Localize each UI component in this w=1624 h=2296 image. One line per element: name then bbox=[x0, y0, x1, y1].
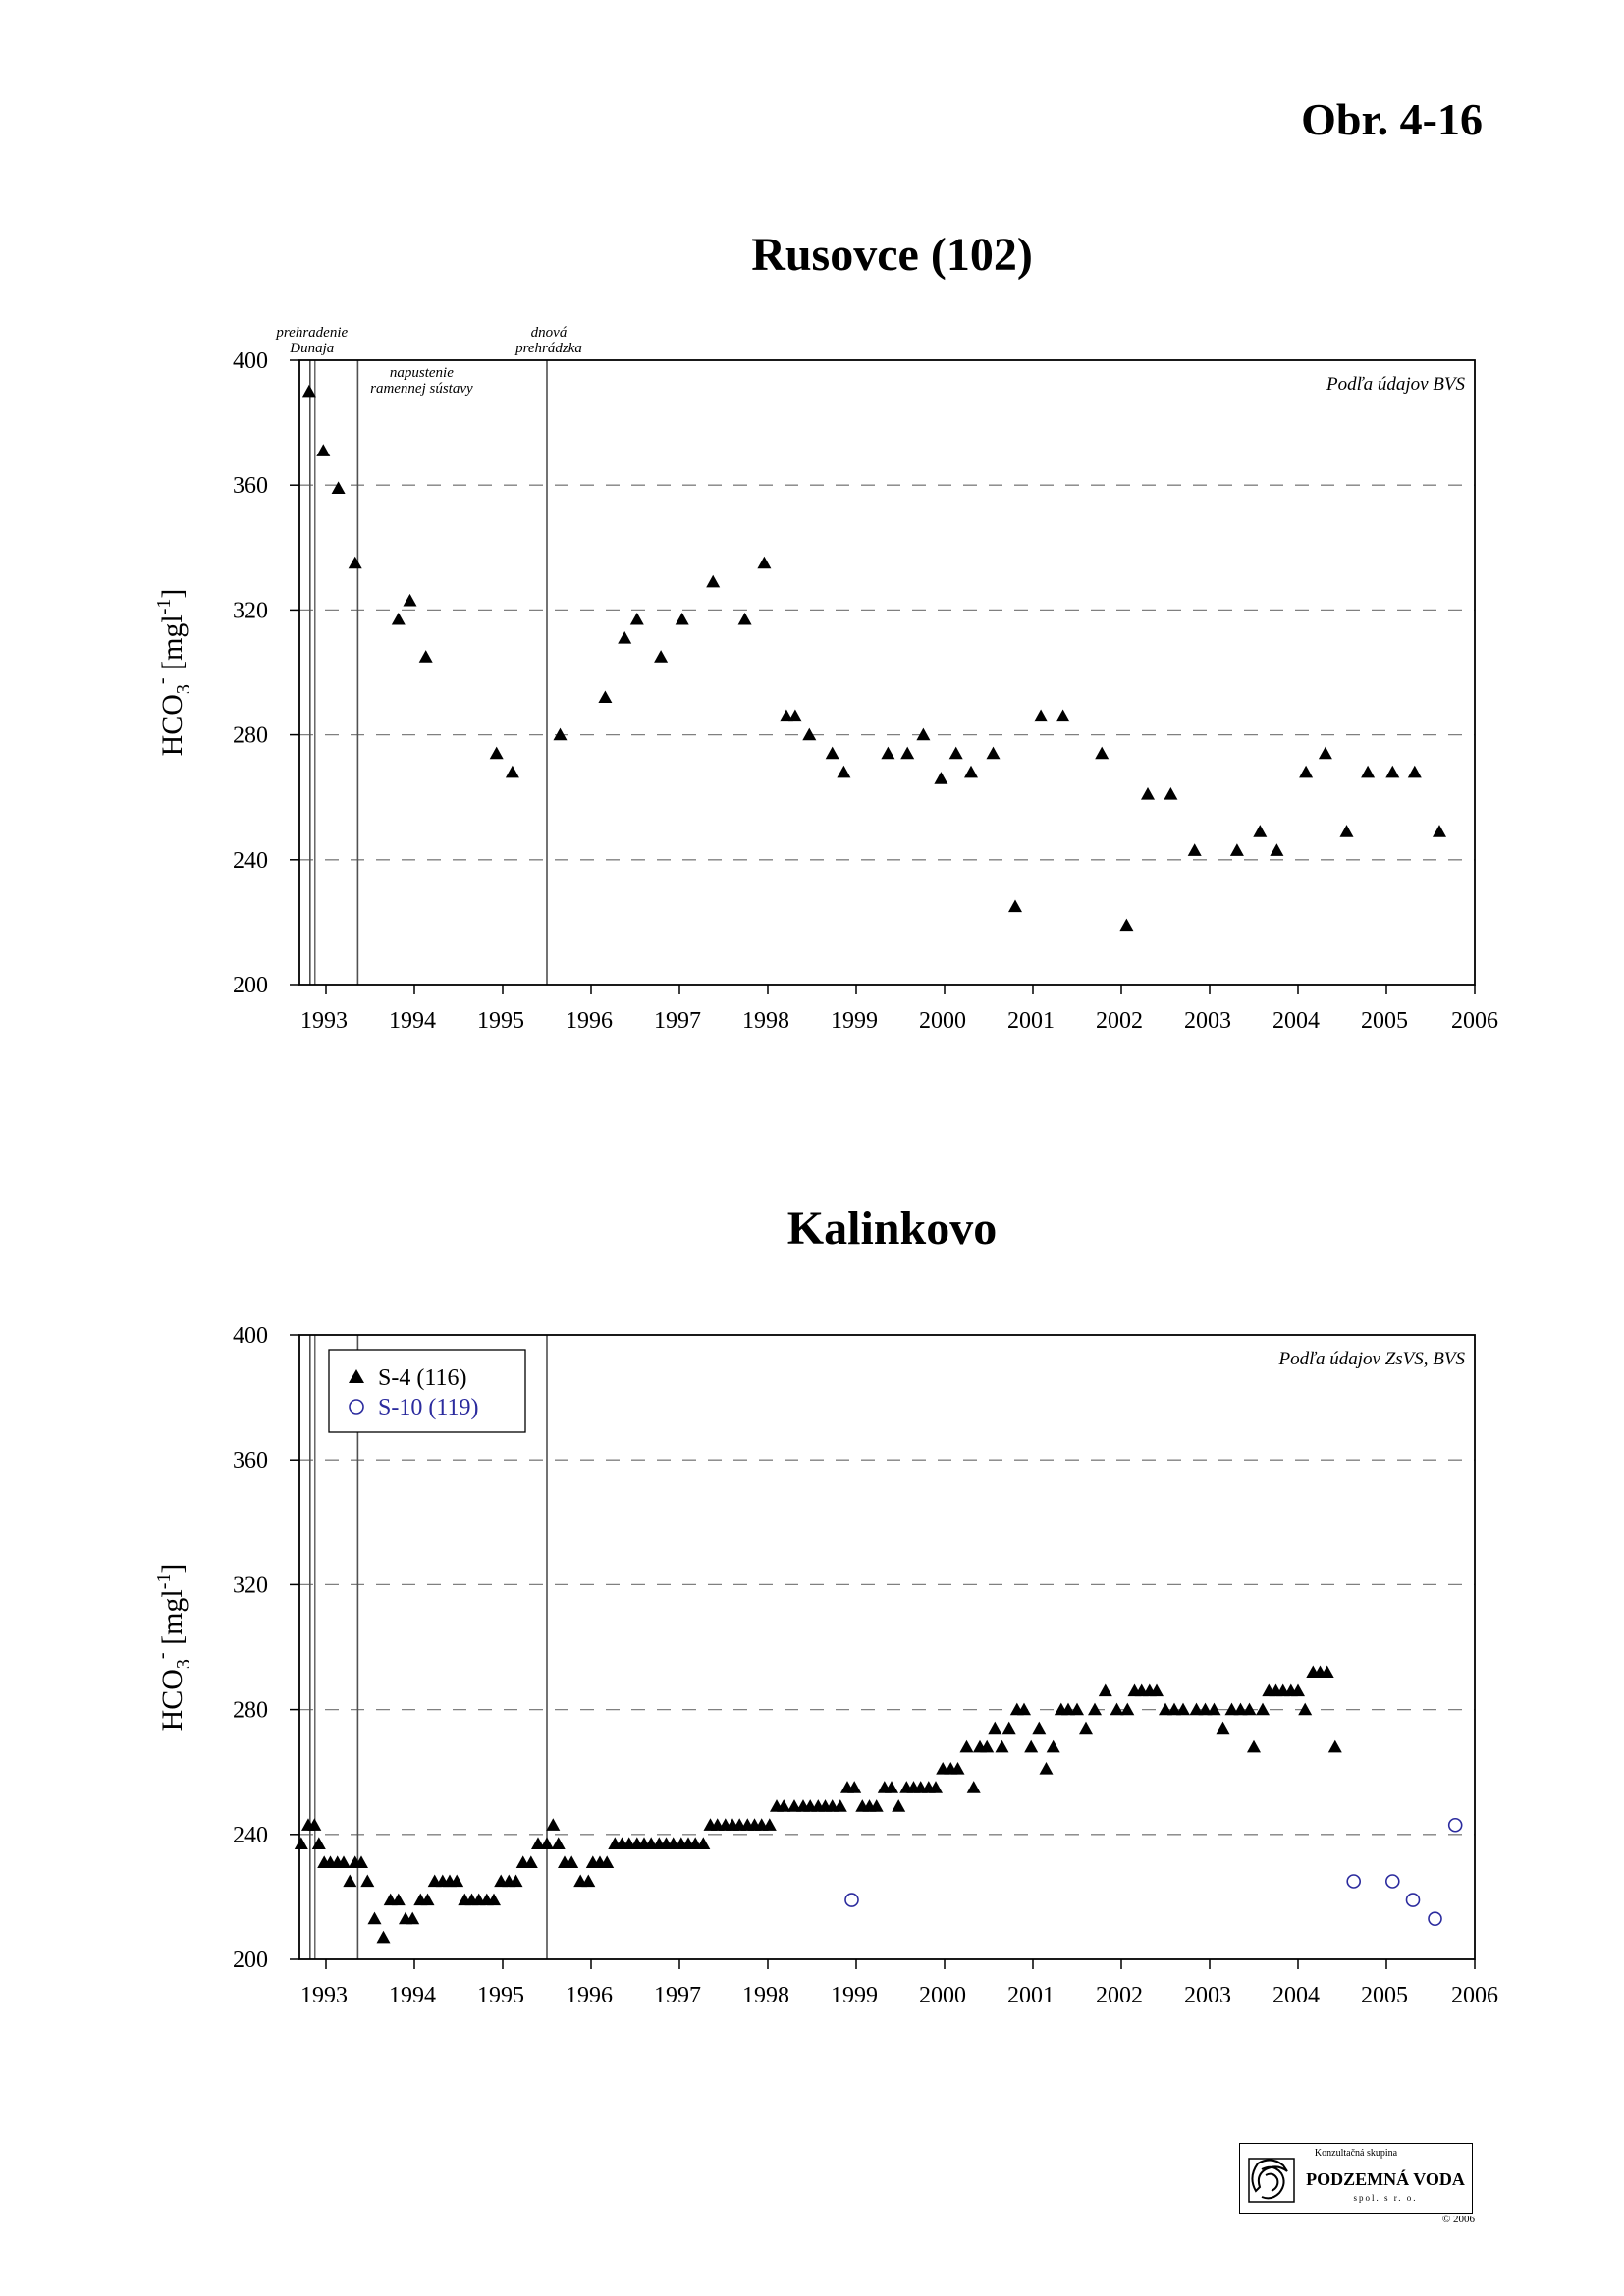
x-tick-label: 1998 bbox=[742, 1983, 789, 2008]
y-tick-label: 240 bbox=[233, 1822, 268, 1848]
x-tick-label: 2006 bbox=[1451, 1008, 1498, 1034]
data-point-triangle bbox=[552, 1837, 566, 1849]
chart-kalinkovo bbox=[0, 1139, 1624, 2120]
data-point-triangle bbox=[1408, 766, 1422, 778]
x-tick-label: 1994 bbox=[389, 1008, 436, 1034]
data-point-triangle bbox=[916, 728, 930, 741]
y-tick-label: 400 bbox=[233, 1323, 268, 1349]
data-point-triangle bbox=[404, 594, 417, 607]
data-point-triangle bbox=[1340, 825, 1354, 837]
data-point-triangle bbox=[1433, 825, 1446, 837]
data-point-triangle bbox=[1002, 1722, 1016, 1735]
legend-label: S-4 (116) bbox=[378, 1365, 467, 1391]
data-point-circle bbox=[1386, 1875, 1399, 1888]
data-point-triangle bbox=[1141, 787, 1155, 800]
data-point-circle bbox=[1407, 1894, 1420, 1906]
data-point-triangle bbox=[1247, 1740, 1261, 1753]
data-point-triangle bbox=[349, 557, 362, 569]
data-point-triangle bbox=[1361, 766, 1375, 778]
data-point-triangle bbox=[598, 690, 612, 703]
x-tick-label: 2005 bbox=[1361, 1983, 1408, 2008]
x-tick-label: 2003 bbox=[1184, 1983, 1231, 2008]
y-tick-label: 280 bbox=[233, 722, 268, 749]
data-point-triangle bbox=[1299, 766, 1313, 778]
x-tick-label: 1999 bbox=[831, 1008, 878, 1034]
x-tick-label: 1997 bbox=[654, 1008, 701, 1034]
data-point-triangle bbox=[967, 1781, 981, 1793]
data-point-triangle bbox=[1319, 747, 1332, 760]
x-tick-label: 2005 bbox=[1361, 1008, 1408, 1034]
data-point-triangle bbox=[802, 728, 816, 741]
logo-copyright: © 2006 bbox=[1441, 2214, 1475, 2225]
data-point-triangle bbox=[1270, 843, 1283, 856]
chart-rusovce bbox=[0, 0, 1624, 1139]
data-point-triangle bbox=[506, 766, 519, 778]
data-point-triangle bbox=[837, 766, 850, 778]
x-tick-label: 2002 bbox=[1096, 1983, 1143, 2008]
data-point-triangle bbox=[1208, 1703, 1221, 1716]
data-point-triangle bbox=[546, 1818, 560, 1831]
data-point-triangle bbox=[987, 747, 1001, 760]
data-point-triangle bbox=[949, 747, 963, 760]
x-tick-label: 1994 bbox=[389, 1983, 436, 2008]
source-note: Podľa údajov ZsVS, BVS bbox=[1278, 1349, 1465, 1369]
data-point-circle bbox=[1347, 1875, 1360, 1888]
logo-line1: Konzultačná skupina bbox=[1314, 2148, 1398, 2159]
event-label: Dunaja bbox=[290, 341, 335, 356]
data-point-triangle bbox=[654, 650, 668, 663]
data-point-triangle bbox=[368, 1912, 382, 1925]
y-tick-label: 400 bbox=[233, 348, 268, 374]
data-point-triangle bbox=[826, 747, 839, 760]
chart-title: Rusovce (102) bbox=[751, 229, 1033, 281]
y-axis-label: $HCO_3^-$ [mgl$^{-1}$] bbox=[151, 588, 194, 757]
x-tick-label: 1993 bbox=[300, 1008, 348, 1034]
data-point-triangle bbox=[900, 747, 914, 760]
figure-number: Obr. 4-16 bbox=[1301, 94, 1483, 144]
y-tick-label: 320 bbox=[233, 598, 268, 624]
x-tick-label: 1999 bbox=[831, 1983, 878, 2008]
data-point-triangle bbox=[1243, 1703, 1257, 1716]
x-tick-label: 2001 bbox=[1007, 1008, 1055, 1034]
logo-name: PODZEMNÁ VODA bbox=[1306, 2169, 1465, 2189]
data-point-triangle bbox=[1047, 1740, 1060, 1753]
data-point-triangle bbox=[1119, 919, 1133, 932]
y-tick-label: 360 bbox=[233, 473, 268, 500]
data-point-triangle bbox=[1024, 1740, 1038, 1753]
data-point-triangle bbox=[1032, 1722, 1046, 1735]
x-tick-label: 1995 bbox=[477, 1983, 524, 2008]
y-tick-label: 240 bbox=[233, 847, 268, 874]
source-note: Podľa údajov BVS bbox=[1326, 374, 1465, 395]
logo-sub: spol. s r. o. bbox=[1353, 2193, 1418, 2203]
data-point-triangle bbox=[1095, 747, 1109, 760]
x-tick-label: 2003 bbox=[1184, 1008, 1231, 1034]
y-tick-label: 200 bbox=[233, 973, 268, 998]
data-point-triangle bbox=[1088, 1703, 1102, 1716]
data-point-triangle bbox=[1120, 1703, 1134, 1716]
event-label: prehrádzka bbox=[515, 341, 582, 356]
y-tick-label: 320 bbox=[233, 1573, 268, 1599]
data-point-circle bbox=[845, 1894, 858, 1906]
data-point-triangle bbox=[1040, 1762, 1054, 1775]
data-point-triangle bbox=[630, 613, 644, 625]
data-point-circle bbox=[1429, 1912, 1441, 1925]
data-point-triangle bbox=[332, 481, 346, 494]
data-point-triangle bbox=[540, 1837, 554, 1849]
logo-mark-icon bbox=[1248, 2158, 1295, 2203]
data-point-triangle bbox=[618, 631, 631, 644]
y-axis-label: $HCO_3^-$ [mgl$^{-1}$] bbox=[151, 1563, 194, 1732]
data-point-triangle bbox=[1079, 1722, 1093, 1735]
data-point-triangle bbox=[988, 1722, 1001, 1735]
data-point-triangle bbox=[964, 766, 978, 778]
y-tick-label: 360 bbox=[233, 1448, 268, 1474]
data-point-triangle bbox=[360, 1875, 374, 1888]
data-point-triangle bbox=[1034, 710, 1048, 722]
data-point-triangle bbox=[788, 710, 802, 722]
data-point-triangle bbox=[1230, 843, 1244, 856]
data-point-triangle bbox=[302, 385, 316, 398]
x-tick-label: 1997 bbox=[654, 1983, 701, 2008]
data-point-circle bbox=[1449, 1819, 1462, 1832]
x-tick-label: 2006 bbox=[1451, 1983, 1498, 2008]
data-point-triangle bbox=[392, 613, 406, 625]
data-point-triangle bbox=[1256, 1703, 1270, 1716]
x-tick-label: 2004 bbox=[1272, 1983, 1320, 2008]
data-point-triangle bbox=[757, 557, 771, 569]
data-point-triangle bbox=[316, 444, 330, 456]
plot-frame bbox=[299, 360, 1475, 985]
x-tick-label: 2000 bbox=[919, 1983, 966, 2008]
x-tick-label: 2001 bbox=[1007, 1983, 1055, 2008]
data-point-triangle bbox=[1385, 766, 1399, 778]
data-point-triangle bbox=[1056, 710, 1070, 722]
logo-frame bbox=[1239, 2143, 1473, 2214]
x-tick-label: 1996 bbox=[566, 1008, 613, 1034]
x-tick-label: 1995 bbox=[477, 1008, 524, 1034]
data-point-triangle bbox=[490, 747, 504, 760]
event-label: prehradenie bbox=[276, 325, 349, 341]
data-point-triangle bbox=[554, 728, 568, 741]
y-tick-label: 200 bbox=[233, 1948, 268, 1973]
data-point-triangle bbox=[377, 1931, 391, 1944]
x-tick-label: 1998 bbox=[742, 1008, 789, 1034]
data-point-triangle bbox=[1176, 1703, 1190, 1716]
data-point-triangle bbox=[1164, 787, 1177, 800]
data-point-triangle bbox=[1253, 825, 1267, 837]
x-tick-label: 2002 bbox=[1096, 1008, 1143, 1034]
data-point-triangle bbox=[1328, 1740, 1342, 1753]
x-tick-label: 1996 bbox=[566, 1983, 613, 2008]
data-point-triangle bbox=[1008, 900, 1022, 913]
legend-label: S-10 (119) bbox=[378, 1395, 479, 1420]
data-point-triangle bbox=[312, 1837, 326, 1849]
data-point-triangle bbox=[892, 1799, 905, 1812]
company-logo bbox=[1239, 2143, 1475, 2225]
data-point-triangle bbox=[1099, 1684, 1112, 1697]
data-point-triangle bbox=[960, 1740, 974, 1753]
data-point-triangle bbox=[676, 613, 689, 625]
data-point-triangle bbox=[1070, 1703, 1084, 1716]
data-point-triangle bbox=[295, 1837, 308, 1849]
data-point-triangle bbox=[1217, 1722, 1230, 1735]
data-point-triangle bbox=[706, 575, 720, 588]
data-point-triangle bbox=[738, 613, 752, 625]
data-point-triangle bbox=[881, 747, 894, 760]
data-point-triangle bbox=[1298, 1703, 1312, 1716]
data-point-triangle bbox=[996, 1740, 1009, 1753]
data-point-triangle bbox=[934, 772, 947, 784]
data-point-triangle bbox=[1188, 843, 1202, 856]
y-tick-label: 280 bbox=[233, 1697, 268, 1724]
data-point-triangle bbox=[419, 650, 433, 663]
chart-title: Kalinkovo bbox=[786, 1202, 998, 1255]
event-label: napustenie bbox=[389, 365, 454, 381]
data-point-triangle bbox=[343, 1875, 356, 1888]
event-label: dnová bbox=[530, 325, 568, 341]
event-label: ramennej sústavy bbox=[370, 381, 473, 397]
x-tick-label: 2000 bbox=[919, 1008, 966, 1034]
x-tick-label: 2004 bbox=[1272, 1008, 1320, 1034]
x-tick-label: 1993 bbox=[300, 1983, 348, 2008]
